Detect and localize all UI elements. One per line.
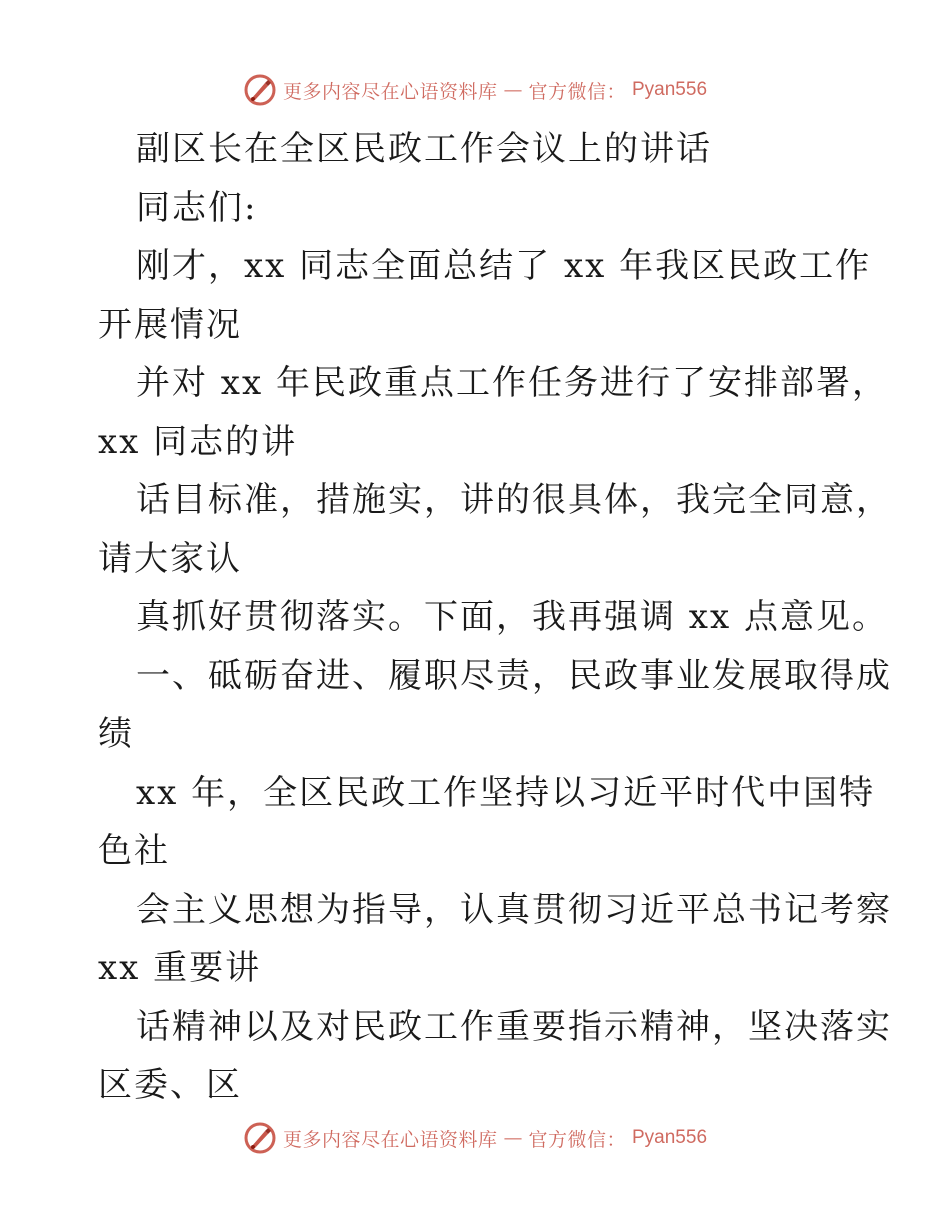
- text-line: 区委、区: [98, 1065, 242, 1105]
- watermark-wechat-id: Pyan556: [632, 79, 708, 100]
- watermark-separator: —: [503, 79, 523, 101]
- header-watermark: [0, 70, 950, 110]
- watermark-contact: 官方微信：: [528, 80, 626, 103]
- footer-watermark: [0, 1118, 950, 1158]
- text-line: 色社: [98, 831, 170, 871]
- watermark-row: [243, 1121, 707, 1155]
- text-line: 话精神以及对民政工作重要指示精神，坚决落实: [136, 1006, 892, 1047]
- pen-seal-logo-icon: [243, 73, 277, 107]
- salutation: 同志们:: [136, 187, 258, 228]
- document-body: [98, 120, 892, 1115]
- text-line: xx 重要讲: [98, 948, 262, 988]
- text-line: 话目标准，措施实，讲的很具体，我完全同意，: [136, 480, 892, 520]
- text-line: 请大家认: [98, 538, 242, 579]
- text-line: 开展情况: [98, 304, 242, 345]
- watermark-contact: 官方微信：: [528, 1128, 626, 1151]
- text-line: xx 年，全区民政工作坚持以习近平时代中国特: [136, 772, 876, 813]
- text-line: 刚才，xx 同志全面总结了 xx 年我区民政工作: [136, 246, 872, 286]
- pen-seal-logo-icon: [243, 1121, 277, 1155]
- text-line: 会主义思想为指导，认真贯彻习近平总书记考察: [136, 889, 892, 930]
- document-title: 副区长在全区民政工作会议上的讲话: [136, 129, 712, 169]
- watermark-separator: —: [503, 1127, 523, 1149]
- text-line: 并对 xx 年民政重点工作任务进行了安排部署，: [136, 363, 888, 403]
- text-line: xx 同志的讲: [98, 421, 298, 462]
- watermark-wechat-id: Pyan556: [632, 1127, 708, 1148]
- watermark-text: 更多内容尽在心语资料库: [282, 1128, 498, 1151]
- section-heading: 一、砥砺奋进、履职尽责，民政事业发展取得成: [136, 655, 892, 696]
- watermark-text: 更多内容尽在心语资料库: [282, 80, 498, 103]
- text-line: 真抓好贯彻落实。下面，我再强调 xx 点意见。: [136, 597, 888, 637]
- text-line: 绩: [98, 714, 134, 754]
- watermark-row: [243, 73, 707, 107]
